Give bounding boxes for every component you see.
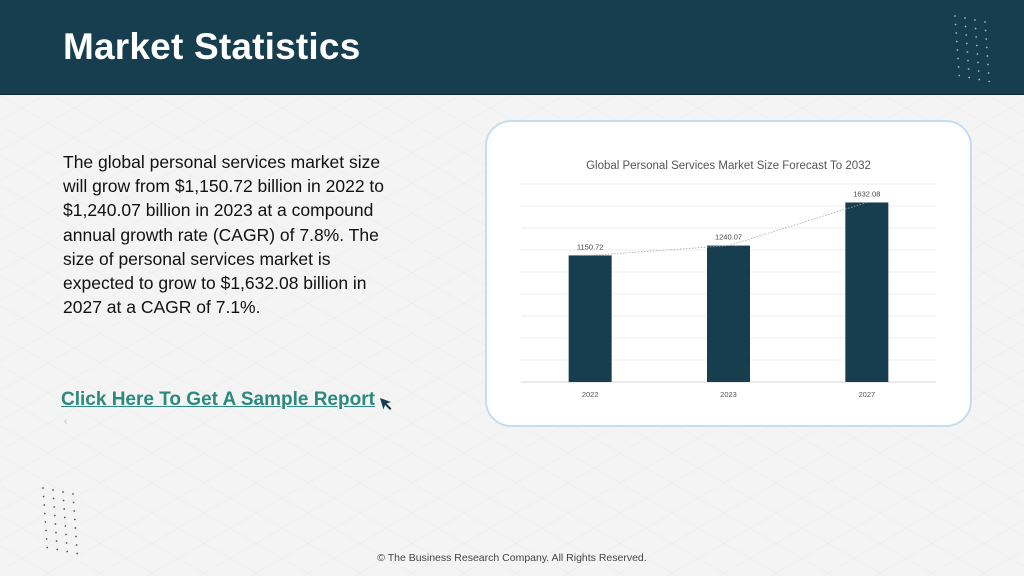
decoration-dot — [978, 79, 980, 81]
decoration-dot — [43, 504, 45, 506]
decoration-dot — [958, 66, 960, 68]
decoration-dot — [56, 540, 58, 542]
decoration-dot — [958, 75, 960, 77]
header-bar — [0, 0, 1024, 95]
decoration-dot — [42, 487, 44, 489]
bar-2023 — [707, 246, 750, 382]
decoration-dot — [65, 525, 67, 527]
decoration-dot — [987, 64, 989, 66]
data-label: 1632.08 — [853, 189, 881, 199]
decoration-dot — [977, 62, 979, 64]
market-description: The global personal services market size will grow from $1,150.72 billion in 2022 to $1,240.07 billion in 2023 at a compound annual growth rate (CAGR) of 7.8%. The size of personal services market is expected to grow to $1,632.08 billion in 2027 at a CAGR of 7.1%. — [63, 152, 385, 318]
x-tick-label: 2023 — [720, 390, 737, 399]
decoration-dot — [966, 43, 968, 45]
decoration-dot — [965, 26, 967, 28]
decoration-dot — [74, 519, 76, 521]
decoration-dot — [968, 77, 970, 79]
decoration-dot — [75, 536, 77, 538]
data-label: 1150.72 — [576, 242, 604, 252]
decoration-dot — [46, 538, 48, 540]
decoration-dot — [76, 544, 78, 546]
decoration-dot — [977, 53, 979, 55]
data-label: 1240.07 — [714, 232, 743, 242]
decoration-dot — [75, 527, 77, 529]
decoration-dot — [968, 68, 970, 70]
decoration-dot — [967, 51, 969, 53]
decoration-dot — [976, 45, 978, 47]
decoration-dot — [975, 28, 977, 30]
decoration-dot — [45, 521, 47, 523]
footer-copyright: © The Business Research Company. All Rights Reserved. — [377, 552, 647, 564]
decoration-dot — [55, 532, 57, 534]
sample-report-link[interactable]: Click Here To Get A Sample Report — [61, 389, 375, 410]
decoration-dot — [988, 72, 990, 74]
decoration-dot — [988, 81, 990, 82]
decoration-dot — [43, 496, 45, 498]
decoration-dot — [62, 491, 64, 493]
decoration-dot — [957, 58, 959, 60]
decoration-dot — [985, 38, 987, 40]
decoration-dot — [957, 49, 959, 51]
decoration-dot — [975, 36, 977, 38]
dot-pattern-decoration — [950, 12, 995, 82]
decoration-dot — [955, 24, 957, 26]
decoration-dot — [73, 502, 75, 504]
decoration-dot — [53, 506, 55, 508]
decoration-dot — [964, 17, 966, 19]
bar-2022 — [569, 255, 612, 382]
decoration-dot — [56, 549, 58, 551]
bar-2027 — [845, 202, 888, 382]
decoration-dot — [73, 510, 75, 512]
decoration-dot — [986, 47, 988, 49]
decoration-dot — [64, 517, 66, 519]
decoration-dot — [65, 534, 67, 536]
cursor-arrow-icon — [378, 396, 394, 412]
decoration-dot — [63, 508, 65, 510]
decoration-dot — [974, 19, 976, 21]
dot-pattern-decoration — [38, 484, 83, 556]
decoration-dot — [55, 523, 57, 525]
decoration-dot — [53, 498, 55, 500]
decoration-dot — [63, 500, 65, 502]
decoration-dot — [967, 60, 969, 62]
decoration-dot — [984, 21, 986, 23]
decoration-dot — [72, 493, 74, 495]
decoration-dot — [987, 55, 989, 57]
decoration-dot — [46, 547, 48, 549]
decoration-dot — [955, 32, 957, 34]
decoration-dot — [978, 70, 980, 72]
decoration-dot — [956, 41, 958, 43]
x-tick-label: 2027 — [858, 390, 876, 399]
decoration-dot — [66, 542, 68, 544]
decoration-dot — [45, 530, 47, 532]
x-tick-label: 2022 — [581, 390, 599, 399]
bar-chart — [487, 122, 970, 425]
decoration-dot — [54, 515, 56, 517]
chart-title: Global Personal Services Market Size Forecast To 2032 — [586, 160, 871, 172]
decoration-dot — [44, 513, 46, 515]
decoration-dot — [965, 34, 967, 36]
chart-card — [485, 120, 972, 427]
decoration-dot — [985, 30, 987, 32]
page-title: Market Statistics — [63, 26, 361, 67]
link-underline-mark: ‹ — [64, 416, 68, 427]
decoration-dot — [52, 489, 54, 491]
decoration-dot — [954, 15, 956, 17]
